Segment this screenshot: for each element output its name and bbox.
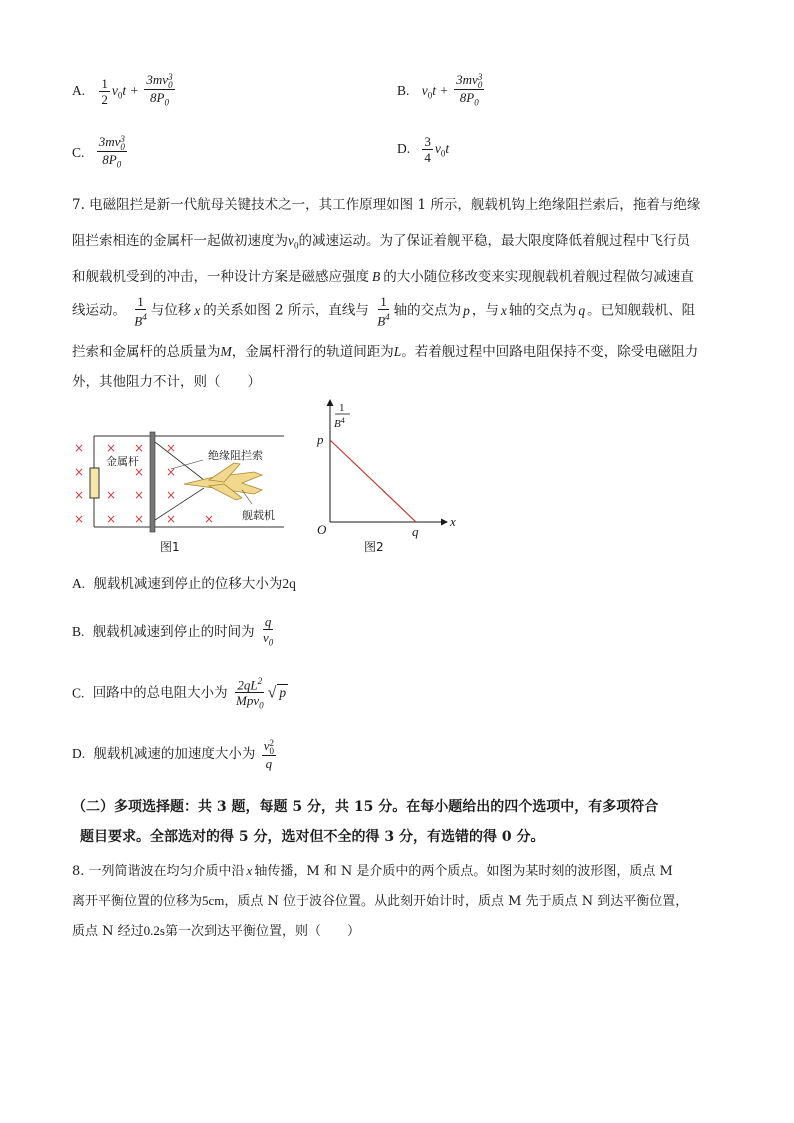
- field-cross: ×: [74, 488, 85, 502]
- figure-2-caption: 图2: [364, 540, 384, 554]
- resistor-icon: [90, 468, 99, 498]
- fraction: 3mv 3 0 $8P_0$: [456, 72, 483, 108]
- field-cross: ×: [166, 512, 177, 526]
- origin-label: O: [317, 522, 327, 537]
- fraction: v 2 0 q: [263, 738, 274, 772]
- y-axis-numerator: 1: [339, 402, 345, 414]
- q7-option-a[interactable]: A. 舰载机减速到停止的位移大小为2q: [72, 576, 296, 592]
- field-cross: ×: [134, 488, 145, 502]
- field-cross: ×: [166, 488, 177, 502]
- q7-option-b[interactable]: B. 舰载机减速到停止的时间为 $\frac{q}{v_0}$: [72, 614, 277, 651]
- fraction: $\frac{1}{B^4}$: [134, 294, 147, 329]
- fraction: $\frac{2qL^2}{Mpv_0}$: [235, 676, 264, 711]
- q7-line-1: 7. 电磁阻拦是新一代航母关键技术之一，其工作原理如图 1 所示，舰载机钩上绝缘阻拦索后，拖着与绝缘: [72, 197, 701, 213]
- q7-line-2: 阻拦索相连的金属杆一起做初速度为$v_0$的减速运动。为了保证着舰平稳，最大限度降低着舰过程中飞行员: [72, 233, 690, 251]
- q7-line-4: 线运动。 $\frac{1}{B^4}$ 与位移 x 的关系如图 2 所示，直线与 $\frac{1}{B^4}$ 轴的交点为 p ，与 x 轴的交点为 q 。已知舰载机、阻: [72, 294, 696, 329]
- p-label: p: [317, 432, 324, 447]
- field-cross: ×: [166, 441, 177, 455]
- q7-line-5: 拦索和金属杆的总质量为M，金属杆滑行的轨道间距为L。若着舰过程中回路电阻保持不变，除受电磁阻力: [72, 344, 699, 360]
- q8-line-2: 离开平衡位置的位移为5cm，质点 N 位于波谷位置。从此刻开始计时，质点 M 先于质点 N 到达平衡位置，: [72, 893, 689, 909]
- field-cross: ×: [74, 465, 85, 479]
- figure-1-caption: 图1: [160, 540, 180, 554]
- field-cross: ×: [134, 441, 145, 455]
- q7-option-c[interactable]: C. 回路中的总电阻大小为 $\frac{2qL^2}{Mpv_0}$ √ p: [72, 674, 288, 714]
- graph-line: [330, 440, 416, 522]
- figure-2: [312, 396, 462, 558]
- rope-label: 绝缘阻拦索: [208, 449, 263, 462]
- carrier-plane-icon: [184, 463, 262, 500]
- fraction: $\frac{q}{v_0}$: [262, 614, 274, 648]
- field-cross: ×: [134, 512, 145, 526]
- q-label: q: [412, 524, 419, 539]
- fraction: $\frac{1}{B^4}$: [377, 294, 390, 329]
- x-label: x: [450, 514, 456, 529]
- q7-line-6: 外，其他阻力不计，则（ ）: [72, 374, 261, 390]
- q7-option-d[interactable]: D. 舰载机减速的加速度大小为 v 2 0 q: [72, 738, 274, 772]
- fraction: $\frac{3}{4}$: [424, 134, 431, 165]
- arrest-rope: [155, 442, 204, 480]
- field-cross: ×: [74, 512, 85, 526]
- q8-line-3: 质点 N 经过0.2s第一次到达平衡位置，则（ ）: [72, 923, 360, 939]
- y-axis-denominator: $B^4$: [334, 416, 345, 430]
- rod-label: 金属杆: [106, 455, 139, 468]
- field-cross: ×: [134, 465, 145, 479]
- figure-1: [64, 428, 294, 558]
- fraction: $\frac{1}{2}$: [101, 75, 108, 107]
- q6-option-b[interactable]: B. $v_0t$ + 3mv 3 0 $8P_0$: [397, 72, 486, 111]
- field-cross: ×: [204, 512, 215, 526]
- field-cross: ×: [74, 441, 85, 455]
- section-2-header-line-2: 题目要求。全部选对的得 5 分，选对但不全的得 3 分，有选错的得 0 分。: [80, 829, 545, 845]
- field-cross: ×: [106, 488, 117, 502]
- field-cross: ×: [106, 441, 117, 455]
- q6-option-c[interactable]: C. 3mv 3 0 $8P_0$: [72, 134, 129, 173]
- q8-line-1: 8. 一列简谐波在均匀介质中沿 x 轴传播，M 和 N 是介质中的两个质点。如图为某时刻的波形图，质点 M: [72, 863, 673, 879]
- metal-rod: [150, 432, 155, 532]
- fraction: 3mv 3 0 $8P_0$: [98, 134, 125, 170]
- fraction: 3mv 3 0 $8P_0$: [146, 72, 173, 108]
- section-2-header-line-1: （二）多项选择题：共 3 题，每题 5 分，共 15 分。在每小题给出的四个选项中，有多项符合: [72, 799, 659, 815]
- plane-label: 舰载机: [242, 509, 275, 522]
- field-cross: ×: [166, 465, 177, 479]
- arrest-rope: [155, 488, 204, 520]
- field-cross: ×: [106, 512, 117, 526]
- q6-option-d[interactable]: D. $\frac{3}{4}$ $v_0t$: [397, 134, 450, 165]
- q7-line-3: 和舰载机受到的冲击，一种设计方案是磁感应强度 B 的大小随位移改变来实现舰载机着舰过程做匀减速直: [72, 269, 694, 285]
- q6-option-a[interactable]: A. $\frac{1}{2}$ $v_0t$ + 3mv 3 0 $8P_0$: [72, 72, 177, 111]
